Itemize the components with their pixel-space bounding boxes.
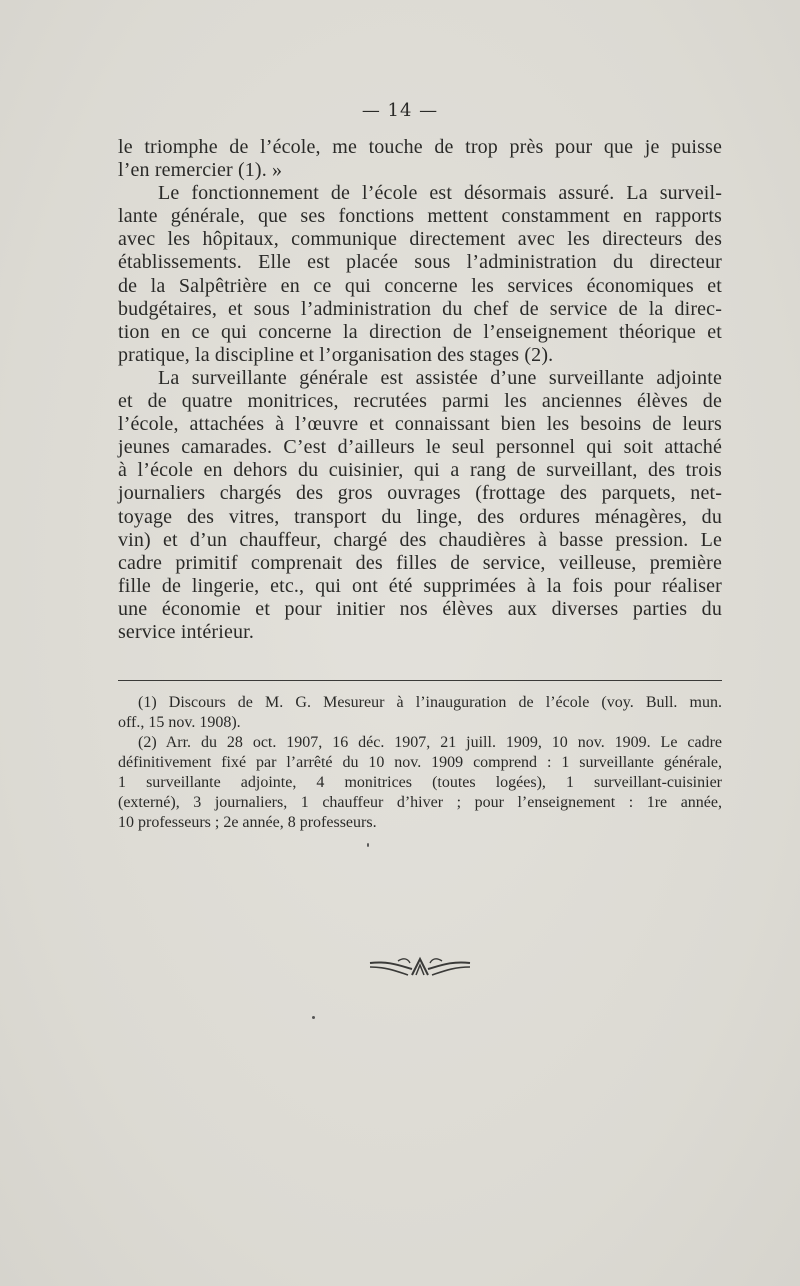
footnote-separator-rule [118, 680, 722, 681]
footnote-line: définitivement fixé par l’arrêté du 10 nov. 1909 comprend : 1 surveillante générale, [118, 754, 722, 771]
text-line: de la Salpêtrière en ce qui concerne les services économiques et [118, 274, 722, 297]
text-line: service intérieur. [118, 620, 254, 643]
text-line: et de quatre monitrices, recrutées parmi les anciennes élèves de [118, 390, 722, 413]
footnote-line: (externé), 3 journaliers, 1 chauffeur d’hiver ; pour l’enseignement : 1re année, [118, 794, 722, 811]
text-line: budgétaires, et sous l’administration du chef de service de la direc- [118, 297, 722, 320]
text-line: le triomphe de l’école, me touche de trop près pour que je puisse [118, 136, 722, 158]
text-line: journaliers chargés des gros ouvrages (frottage des parquets, net- [118, 482, 722, 505]
text-line: l’école, attachées à l’œuvre et connaissant bien les besoins de leurs [118, 413, 722, 436]
ink-speck [312, 1016, 315, 1019]
fleuron-ornament-icon [368, 955, 472, 979]
page-number: — 14 — [361, 100, 439, 121]
text-line: une économie et pour initier nos élèves aux diverses parties du [118, 597, 722, 620]
ink-speck [367, 843, 369, 847]
text-line: toyage des vitres, transport du linge, des ordures ménagères, du [118, 505, 722, 528]
footnote-line: (2) Arr. du 28 oct. 1907, 16 déc. 1907, 21 juill. 1909, 10 nov. 1909. Le cadre [138, 734, 722, 751]
text-line: jeunes camarades. C’est d’ailleurs le seul personnel qui soit attaché [118, 436, 722, 459]
footnote-line: (1) Discours de M. G. Mesureur à l’inauguration de l’école (voy. Bull. mun. [138, 694, 722, 711]
text-line: à l’école en dehors du cuisinier, qui a rang de surveillant, des trois [118, 459, 722, 482]
text-line: l’en remercier (1). » [118, 159, 283, 182]
text-line: Le fonctionnement de l’école est désormais assuré. La surveil- [158, 182, 722, 205]
text-line: lante générale, que ses fonctions mettent constamment en rapports [118, 205, 722, 228]
text-line: tion en ce qui concerne la direction de l’enseignement théorique et [118, 320, 722, 343]
text-line: fille de lingerie, etc., qui ont été supprimées à la fois pour réaliser [118, 574, 722, 597]
footnotes-block [118, 693, 722, 833]
main-text-block [118, 136, 722, 644]
footnote-line: 10 professeurs ; 2e année, 8 professeurs. [118, 814, 377, 831]
text-line: établissements. Elle est placée sous l’administration du directeur [118, 251, 722, 274]
text-line: La surveillante générale est assistée d’une surveillante adjointe [158, 366, 722, 389]
text-line: vin) et d’un chauffeur, chargé des chaudières à basse pression. Le [118, 528, 722, 551]
footnote-line: 1 surveillante adjointe, 4 monitrices (toutes logées), 1 surveillant-cuisinier [118, 774, 722, 791]
text-line: avec les hôpitaux, communique directement avec les directeurs des [118, 228, 722, 251]
footnote-line: off., 15 nov. 1908). [118, 714, 241, 731]
text-line: cadre primitif comprenait des filles de service, veilleuse, première [118, 551, 722, 574]
text-line: pratique, la discipline et l’organisation des stages (2). [118, 343, 554, 366]
